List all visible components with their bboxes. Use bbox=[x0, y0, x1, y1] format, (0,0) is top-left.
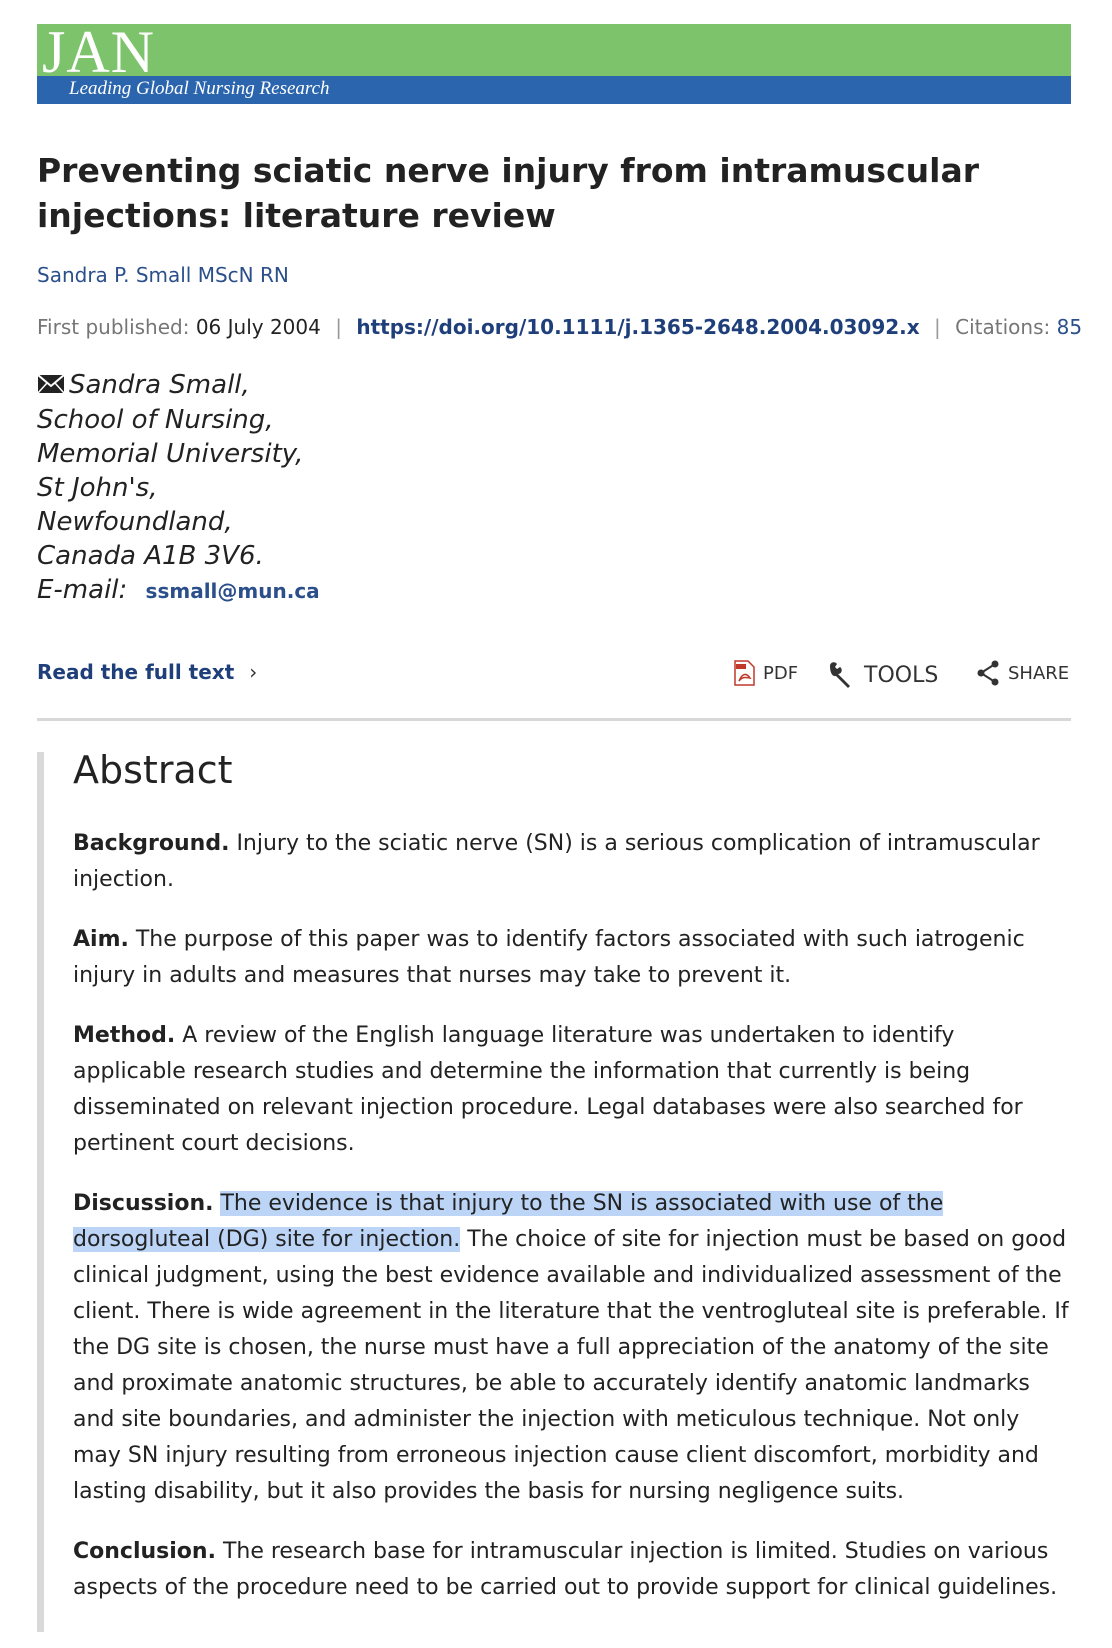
first-published-label: First published: bbox=[37, 315, 190, 339]
method-label: Method. bbox=[73, 1023, 176, 1048]
journal-logo: JAN bbox=[42, 19, 156, 85]
correspondence-address bbox=[37, 368, 320, 608]
journal-banner[interactable] bbox=[37, 19, 1071, 104]
citations-label: Citations: bbox=[955, 315, 1051, 339]
abstract-side-bar bbox=[37, 752, 44, 1632]
abstract-discussion bbox=[73, 1186, 1073, 1510]
email-label: E-mail: bbox=[37, 574, 128, 605]
abstract-conclusion bbox=[73, 1534, 1073, 1606]
method-text: A review of the English language literature was undertaken to identify applicable research studies and determine the information that currently is being disseminated on relevant injection procedure. Legal databases were also searched for pertinent court decisions. bbox=[73, 1023, 1023, 1156]
background-text: Injury to the sciatic nerve (SN) is a serious complication of intramuscular injection. bbox=[73, 831, 1040, 892]
doi-link[interactable]: https://doi.org/10.1111/j.1365-2648.2004.03092.x bbox=[356, 315, 920, 339]
journal-tagline: Leading Global Nursing Research bbox=[69, 78, 330, 99]
abstract-aim bbox=[73, 922, 1073, 994]
aim-label: Aim. bbox=[73, 927, 129, 952]
envelope-icon bbox=[37, 369, 65, 403]
author-link[interactable]: Sandra P. Small MScN RN bbox=[37, 263, 289, 287]
email-link[interactable]: ssmall@mun.ca bbox=[145, 578, 320, 603]
separator: | bbox=[335, 315, 342, 339]
share-icon bbox=[976, 660, 1000, 686]
address-line: St John's, bbox=[37, 472, 158, 503]
abstract-heading: Abstract bbox=[73, 748, 233, 792]
address-name: Sandra Small, bbox=[69, 370, 250, 400]
background-label: Background. bbox=[73, 831, 230, 856]
address-line: Memorial University, bbox=[37, 438, 304, 469]
discussion-label: Discussion. bbox=[73, 1191, 214, 1216]
pdf-button[interactable] bbox=[733, 660, 798, 686]
share-button[interactable] bbox=[976, 660, 1069, 686]
email-line bbox=[37, 573, 320, 608]
chevron-right-icon: › bbox=[249, 660, 258, 684]
discussion-text: The choice of site for injection must be based on good clinical judgment, using the best evidence available and individualized assessment of the client. There is wide agreement in the literature that the ventrogluteal site is preferable. If the DG site is chosen, the nurse must have a full appreciation of the anatomy of the site and proximate anatomic structures, be able to accurately identify anatomic landmarks and site boundaries, and administer the injection with meticulous technique. Not only may SN injury resulting from erroneous injection cause client discomfort, morbidity and lasting disability, but it also provides the basis for nursing negligence suits. bbox=[73, 1227, 1069, 1504]
read-full-text-label: Read the full text bbox=[37, 660, 235, 684]
tools-label: TOOLS bbox=[864, 662, 939, 688]
share-label: SHARE bbox=[1008, 662, 1070, 684]
pdf-icon bbox=[733, 660, 755, 686]
address-line: Newfoundland, bbox=[37, 506, 233, 537]
wrench-icon bbox=[826, 660, 856, 690]
highlighted-text-selection[interactable]: The evidence is that injury to the SN is associated with use of the dorsogluteal (DG) site for injection. bbox=[73, 1191, 944, 1252]
article-title: Preventing sciatic nerve injury from intramuscular injections: literature review bbox=[37, 151, 979, 235]
citations-count-link[interactable]: 85 bbox=[1056, 315, 1083, 339]
conclusion-text: The research base for intramuscular injection is limited. Studies on various aspects of the procedure need to be carried out to provide support for clinical guidelines. bbox=[73, 1539, 1058, 1600]
separator: | bbox=[934, 315, 941, 339]
address-line-1 bbox=[37, 368, 320, 403]
tools-button[interactable] bbox=[826, 660, 938, 690]
banner-green-band bbox=[37, 24, 1071, 76]
abstract-background bbox=[73, 826, 1073, 898]
first-published-date: 06 July 2004 bbox=[195, 315, 321, 339]
read-full-text-link[interactable] bbox=[37, 660, 257, 684]
section-divider bbox=[37, 718, 1071, 721]
abstract-method bbox=[73, 1018, 1073, 1162]
pdf-label: PDF bbox=[763, 662, 799, 684]
conclusion-label: Conclusion. bbox=[73, 1539, 216, 1564]
address-line: School of Nursing, bbox=[37, 404, 274, 435]
publication-info bbox=[37, 315, 1082, 339]
address-line: Canada A1B 3V6. bbox=[37, 540, 264, 571]
aim-text: The purpose of this paper was to identify factors associated with such iatrogenic injury in adults and measures that nurses may take to prevent it. bbox=[73, 927, 1025, 988]
